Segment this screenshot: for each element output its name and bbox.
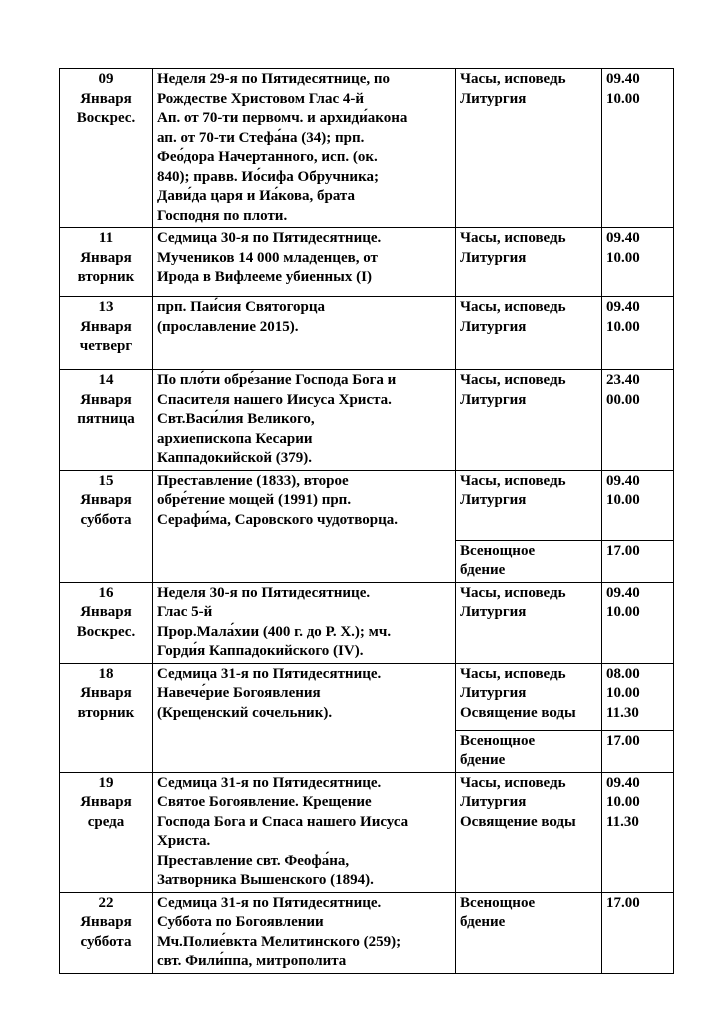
service-name: Часы, исповедь [460,472,566,489]
date-month: Января [80,90,132,107]
service-time: 09.40 [606,584,640,601]
service-name: Часы, исповедь [460,665,566,682]
schedule-row [60,69,674,228]
description-line: Преставление (1833), второе [157,472,349,489]
service-name: Часы, исповедь [460,230,566,246]
date-cell [60,297,153,370]
description-line: Фео́дора Начертанного, исп. (ок. [157,149,378,165]
time-cell [602,730,674,772]
description-line: Ап. от 70-ти первомч. и архиди́акона [157,110,408,126]
time-cell [602,228,674,297]
schedule-row [60,370,674,471]
date-month: Января [80,685,132,701]
description-line: Рождестве Христовом Глас 4-й [157,90,365,107]
service-name: Часы, исповедь [460,372,566,388]
service-name: Всенощное [460,732,536,749]
service-time: 10.00 [606,249,640,266]
service-name: бдение [460,752,506,768]
description-line: Неделя 30-я по Пятидесятнице. [157,584,371,601]
service-time: 09.40 [606,71,640,87]
service-time: 23.40 [606,372,640,388]
date-cell [60,772,153,892]
service-name: Всенощное [460,542,536,559]
date-day: 11 [98,230,114,246]
time-cell [602,370,674,471]
service-cell [456,228,602,297]
description-line: 840); правв. Ио́сифа Обручника; [157,168,379,185]
service-name: Литургия [460,685,527,701]
date-cell [60,470,153,582]
service-time: 09.40 [606,472,640,489]
description-line: ап. от 70-ти Стефа́на (34); прп. [157,129,365,146]
service-name: Литургия [460,90,527,107]
service-cell [456,892,602,973]
description-cell [153,892,456,973]
service-time: 10.00 [606,685,640,701]
description-line: обре́тение мощей (1991) прп. [157,492,352,508]
description-line: свт. Фили́ппа, митрополита [157,953,347,969]
date-month: Января [80,249,132,266]
description-cell [153,69,456,228]
date-weekday: вторник [77,704,135,721]
schedule-row [60,228,674,297]
date-weekday: Воскрес. [76,110,136,126]
service-time: 10.00 [606,794,640,810]
service-name: Часы, исповедь [460,774,566,791]
schedule-row [60,663,674,730]
date-day: 16 [98,584,114,601]
date-month: Января [80,492,132,508]
description-line: Седмица 31-я по Пятидесятнице. [157,774,382,791]
service-name: Литургия [460,794,527,810]
time-cell [602,582,674,663]
service-name: Литургия [460,604,527,620]
service-time: 17.00 [606,894,640,911]
schedule-body [60,69,674,974]
time-cell [602,69,674,228]
description-line: Господа Бога и Спаса нашего Иисуса [157,813,409,830]
service-name: Часы, исповедь [460,71,566,87]
date-weekday: Воскрес. [76,623,136,640]
time-cell [602,297,674,370]
service-name: Часы, исповедь [460,584,566,601]
date-cell [60,370,153,471]
description-line: (прославление 2015). [157,318,299,335]
date-day: 19 [98,774,114,791]
date-cell [60,582,153,663]
description-line: Господня по плоти. [157,207,288,224]
service-time: 09.40 [606,299,640,315]
date-day: 22 [98,894,114,911]
date-weekday: среда [87,813,125,830]
description-cell [153,370,456,471]
date-month: Января [80,794,132,810]
service-time: 09.40 [606,230,640,246]
service-time: 10.00 [606,318,640,335]
description-line: Глас 5-й [157,604,213,620]
service-time: 10.00 [606,90,640,107]
description-line: Горди́я Каппадокийского (IV). [157,643,364,659]
service-time: 10.00 [606,604,640,620]
date-weekday: вторник [77,269,135,285]
description-line: (Крещенский сочельник). [157,704,333,721]
description-line: Прор.Мала́хии (400 г. до Р. Х.); мч. [157,623,392,640]
date-month: Января [80,318,132,335]
description-line: Мучеников 14 000 младенцев, от [157,249,378,266]
description-cell [153,663,456,772]
description-line: Свт.Васи́лия Великого, [157,411,315,427]
date-month: Января [80,914,132,930]
service-cell [456,297,602,370]
service-time: 17.00 [606,542,640,559]
description-line: Ирода в Вифлееме убиенных (I) [157,269,372,285]
schedule-row [60,892,674,973]
date-cell [60,228,153,297]
date-day: 09 [98,71,114,87]
service-name: Освящение воды [460,813,576,830]
description-line: архиепископа Кесарии [157,430,313,447]
time-cell [602,470,674,540]
description-line: Мч.Полие́вкта Мелитинского (259); [157,933,402,950]
date-cell [60,663,153,772]
description-line: По пло́ти обре́зание Господа Бога и [157,372,397,388]
description-cell [153,470,456,582]
service-time: 10.00 [606,492,640,508]
time-cell [602,663,674,730]
date-day: 18 [98,665,114,682]
description-line: Суббота по Богоявлении [157,914,324,930]
service-name: Литургия [460,318,527,335]
service-time: 08.00 [606,665,640,682]
time-cell [602,772,674,892]
schedule-table [59,68,674,974]
date-weekday: пятница [77,411,135,427]
schedule-row [60,772,674,892]
description-line: Преставление свт. Феофа́на, [157,852,350,869]
description-line: Седмица 31-я по Пятидесятнице. [157,665,382,682]
service-name: Часы, исповедь [460,299,566,315]
date-day: 13 [98,299,114,315]
schedule-row [60,582,674,663]
service-name: бдение [460,562,506,578]
date-weekday: суббота [80,933,132,950]
service-cell [456,730,602,772]
service-cell [456,69,602,228]
date-month: Января [80,391,132,408]
description-line: Христа. [157,833,211,849]
description-line: Навече́рие Богоявления [157,685,321,701]
description-line: Святое Богоявление. Крещение [157,794,372,810]
description-cell [153,772,456,892]
service-name: Освящение воды [460,704,576,721]
service-cell [456,582,602,663]
description-line: прп. Паи́сия Святогорца [157,299,326,315]
schedule-row [60,297,674,370]
description-line: Седмица 30-я по Пятидесятнице. [157,230,382,246]
date-cell [60,892,153,973]
date-day: 14 [98,372,114,388]
service-cell [456,663,602,730]
date-month: Января [80,604,132,620]
time-cell [602,892,674,973]
date-cell [60,69,153,228]
description-line: Дави́да царя и Иа́кова, брата [157,188,355,204]
service-time: 11.30 [606,813,639,830]
service-cell [456,370,602,471]
date-weekday: суббота [80,511,132,528]
service-name: Литургия [460,249,527,266]
description-cell [153,228,456,297]
description-line: Каппадокийской (379). [157,450,313,466]
service-cell [456,772,602,892]
service-name: бдение [460,914,506,930]
date-weekday: четверг [79,338,133,354]
description-line: Затворника Вышенского (1894). [157,872,374,888]
description-line: Седмица 31-я по Пятидесятнице. [157,894,382,911]
service-name: Литургия [460,492,527,508]
description-line: Неделя 29-я по Пятидесятнице, по [157,71,390,87]
time-cell [602,540,674,582]
schedule-row [60,470,674,540]
service-time: 17.00 [606,732,640,749]
description-cell [153,297,456,370]
service-name: Литургия [460,391,527,408]
description-line: Спасителя нашего Иисуса Христа. [157,391,392,408]
description-cell [153,582,456,663]
service-time: 00.00 [606,391,640,408]
description-line: Серафи́ма, Саровского чудотворца. [157,511,399,528]
service-cell [456,540,602,582]
service-cell [456,470,602,540]
date-day: 15 [98,472,114,489]
service-time: 11.30 [606,704,639,721]
service-time: 09.40 [606,774,640,791]
service-name: Всенощное [460,894,536,911]
